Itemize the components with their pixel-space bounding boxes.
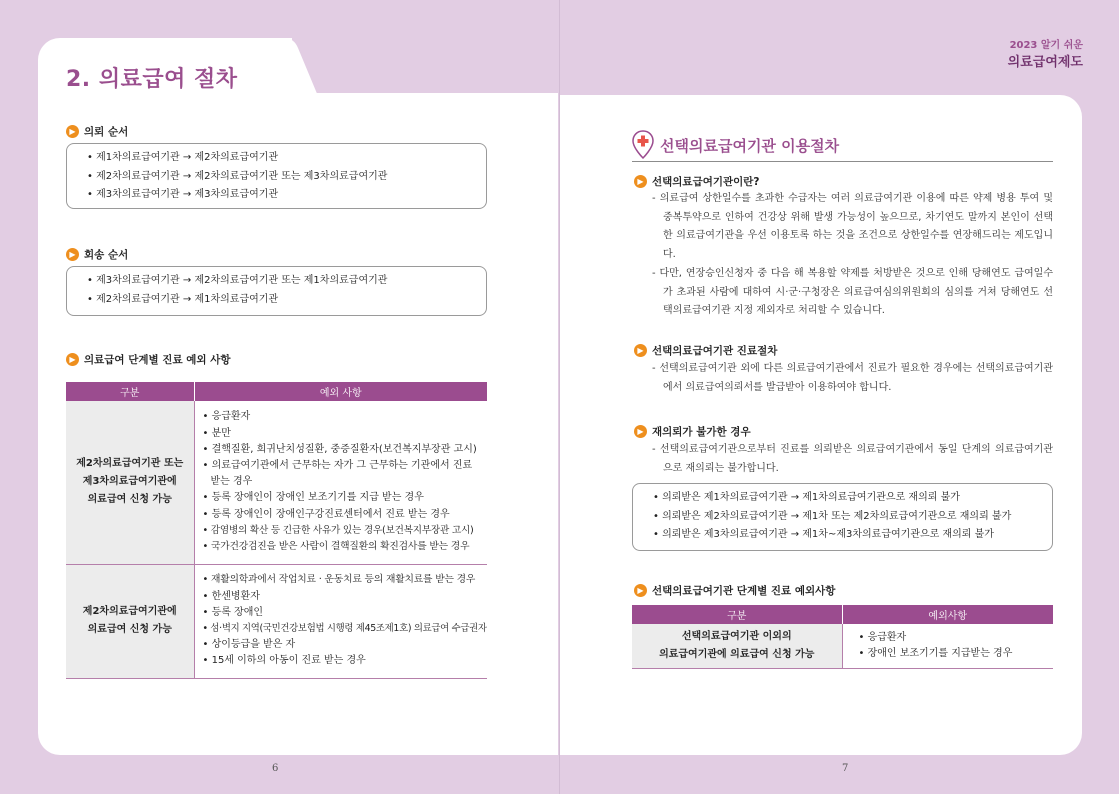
arrow-bullet-icon: ▶ bbox=[66, 353, 79, 366]
exception-item: • 등록 장애인 bbox=[202, 606, 264, 618]
exception-item: • 상이등급을 받은 자 bbox=[202, 639, 296, 651]
exception-item: • 등록 장애인이 장애인 보조기기를 지급 받는 경우 bbox=[202, 492, 424, 504]
list-item: • 제2차의료급여기관 → 제1차의료급여기관 bbox=[87, 293, 279, 305]
list-item: • 의뢰받은 제2차의료급여기관 → 제1차 또는 제2차의료급여기관으로 재의뢰 불가 bbox=[653, 510, 1012, 522]
exception-item: • 한센병환자 bbox=[202, 590, 260, 602]
exception-item: • 응급환자 bbox=[858, 632, 907, 643]
list-item: • 제3차의료급여기관 → 제3차의료급여기관 bbox=[87, 189, 279, 200]
rereferral-paragraph bbox=[652, 441, 1053, 478]
section-referral-heading bbox=[66, 124, 128, 139]
page-number-right: 7 bbox=[842, 763, 849, 774]
brand-year: 2023 알기 쉬운 bbox=[1009, 40, 1083, 51]
category-line: 의료급여기관에 의료급여 신청 가능 bbox=[659, 649, 815, 661]
category-line: 의료급여 신청 가능 bbox=[87, 494, 172, 506]
right-exceptions-table bbox=[632, 605, 1053, 669]
heading-text: 의료급여 단계별 진료 예외 사항 bbox=[84, 354, 231, 366]
arrow-bullet-icon: ▶ bbox=[66, 125, 79, 138]
section-exceptions-heading bbox=[66, 352, 230, 367]
section-procedure-heading bbox=[634, 343, 777, 358]
arrow-bullet-icon: ▶ bbox=[66, 248, 79, 261]
exception-item: • 등록 장애인이 장애인구강진료센터에서 진료 받는 경우 bbox=[202, 508, 450, 520]
right-section-title bbox=[632, 130, 1053, 162]
right-title-text: 선택의료급여기관 이용절차 bbox=[660, 137, 840, 155]
procedure-paragraph bbox=[652, 360, 1053, 397]
category-cell bbox=[66, 564, 194, 678]
exception-item: • 재활의학과에서 작업치료 · 운동치료 등의 재활치료를 받는 경우 bbox=[202, 574, 476, 586]
list-item: • 제1차의료급여기관 → 제2차의료급여기관 bbox=[87, 152, 279, 163]
heading-text: 선택의료급여기관 단계별 진료 예외사항 bbox=[652, 585, 836, 597]
list-item: • 의뢰받은 제1차의료급여기관 → 제1차의료급여기관으로 재의뢰 불가 bbox=[653, 492, 960, 503]
section-return-heading bbox=[66, 247, 128, 262]
exception-item: • 15세 이하의 아동이 진료 받는 경우 bbox=[202, 655, 366, 667]
location-pin-icon bbox=[632, 130, 654, 160]
section-rereferral-heading bbox=[634, 424, 751, 439]
exception-item: • 결핵질환, 희귀난치성질환, 중증질환자(보건복지부장관 고시) bbox=[202, 443, 477, 455]
brand-name: 의료급여제도 bbox=[1007, 55, 1083, 70]
items-cell bbox=[194, 401, 487, 564]
exception-item: • 응급환자 bbox=[202, 411, 251, 423]
paragraph: - 선택의료급여기관으로부터 진료를 의뢰받은 의료급여기관에서 동일 단계의 의료급여기관으로 재의뢰는 불가합니다. bbox=[652, 444, 1053, 474]
page-title: 2. 의료급여 절차 bbox=[66, 67, 238, 92]
list-item: • 제2차의료급여기관 → 제2차의료급여기관 또는 제3차의료급여기관 bbox=[87, 170, 388, 182]
heading-text: 재의뢰가 불가한 경우 bbox=[652, 426, 751, 438]
exceptions-table bbox=[66, 382, 487, 679]
arrow-bullet-icon: ▶ bbox=[634, 175, 647, 188]
return-box bbox=[66, 266, 487, 316]
brand-logo bbox=[1008, 36, 1083, 70]
paragraph: - 의료급여 상한일수를 초과한 수급자는 여러 의료급여기관 이용에 따른 약제 병용 투여 및 중복투약으로 인하여 건강상 위해 발생 가능성이 높으므로, 차기연도 말까지 본인이 선택한 의료급여기관을 우선 이용토록 하는 것을 조건으로 상한일수를 연장해드리는 제도입니다. bbox=[652, 193, 1053, 261]
referral-box bbox=[66, 143, 487, 209]
arrow-bullet-icon: ▶ bbox=[634, 344, 647, 357]
paragraph: - 다만, 연장승인신청자 중 다음 해 복용할 약제를 처방받은 것으로 인해 당해연도 급여일수가 초과된 사람에 대하여 시·군·구청장은 의료급여심의위원회의 심의를 거쳐 당해연도 선택의료급여기관 지정 제외자로 처리할 수 있습니다. bbox=[652, 267, 1053, 317]
table-row bbox=[66, 564, 487, 678]
exception-item: • 국가건강검진을 받은 사람이 결핵질환의 확진검사를 받는 경우 bbox=[202, 540, 470, 552]
list-item: • 의뢰받은 제3차의료급여기관 → 제1차~제3차의료급여기관으로 재의뢰 불가 bbox=[653, 529, 994, 540]
items-cell bbox=[842, 624, 1053, 669]
exception-item: • 감염병의 확산 등 긴급한 사유가 있는 경우(보건복지부장관 고시) bbox=[202, 524, 474, 536]
exception-item: • 분만 bbox=[202, 427, 231, 439]
table-header: 예외사항 bbox=[842, 605, 1053, 624]
exception-item: • 섬·벽지 지역(국민건강보험법 시행령 제45조제1호) 의료급여 수급권자 bbox=[202, 623, 487, 634]
section-what-heading bbox=[634, 174, 760, 189]
table-header: 구분 bbox=[632, 605, 842, 624]
arrow-bullet-icon: ▶ bbox=[634, 584, 647, 597]
page-number-left: 6 bbox=[272, 763, 279, 774]
heading-text: 선택의료급여기관 진료절차 bbox=[652, 345, 778, 357]
heading-text: 의뢰 순서 bbox=[84, 126, 129, 138]
category-line: 선택의료급여기관 이외의 bbox=[681, 631, 792, 643]
category-cell bbox=[66, 401, 194, 564]
category-line: 의료급여 신청 가능 bbox=[87, 624, 172, 635]
title-tab-edge bbox=[262, 38, 318, 96]
exception-item: • 의료급여기관에서 근무하는 자가 그 근무하는 기관에서 진료 받는 경우 bbox=[202, 459, 473, 488]
category-cell bbox=[632, 624, 842, 669]
arrow-bullet-icon: ▶ bbox=[634, 425, 647, 438]
table-row bbox=[632, 624, 1053, 669]
table-header: 구분 bbox=[66, 382, 194, 401]
paragraph: - 선택의료급여기관 외에 다른 의료급여기관에서 진료가 필요한 경우에는 선택의료급여기관에서 의료급여의뢰서를 발급받아 이용하여야 합니다. bbox=[652, 363, 1053, 393]
category-line: 제2차의료급여기관 또는 bbox=[76, 458, 184, 470]
heading-text: 회송 순서 bbox=[84, 249, 129, 261]
items-cell bbox=[194, 564, 487, 678]
table-header: 예외 사항 bbox=[194, 382, 487, 401]
section-right-exceptions-heading bbox=[634, 583, 835, 598]
list-item: • 제3차의료급여기관 → 제2차의료급여기관 또는 제1차의료급여기관 bbox=[87, 275, 388, 286]
rereferral-box bbox=[632, 483, 1053, 551]
heading-text: 선택의료급여기관이란? bbox=[652, 176, 760, 188]
what-paragraphs bbox=[652, 190, 1053, 321]
category-line: 제3차의료급여기관에 bbox=[82, 476, 177, 488]
table-row bbox=[66, 401, 487, 564]
exception-item: • 장애인 보조기기를 지급받는 경우 bbox=[858, 648, 1013, 660]
category-line: 제2차의료급여기관에 bbox=[82, 606, 177, 617]
